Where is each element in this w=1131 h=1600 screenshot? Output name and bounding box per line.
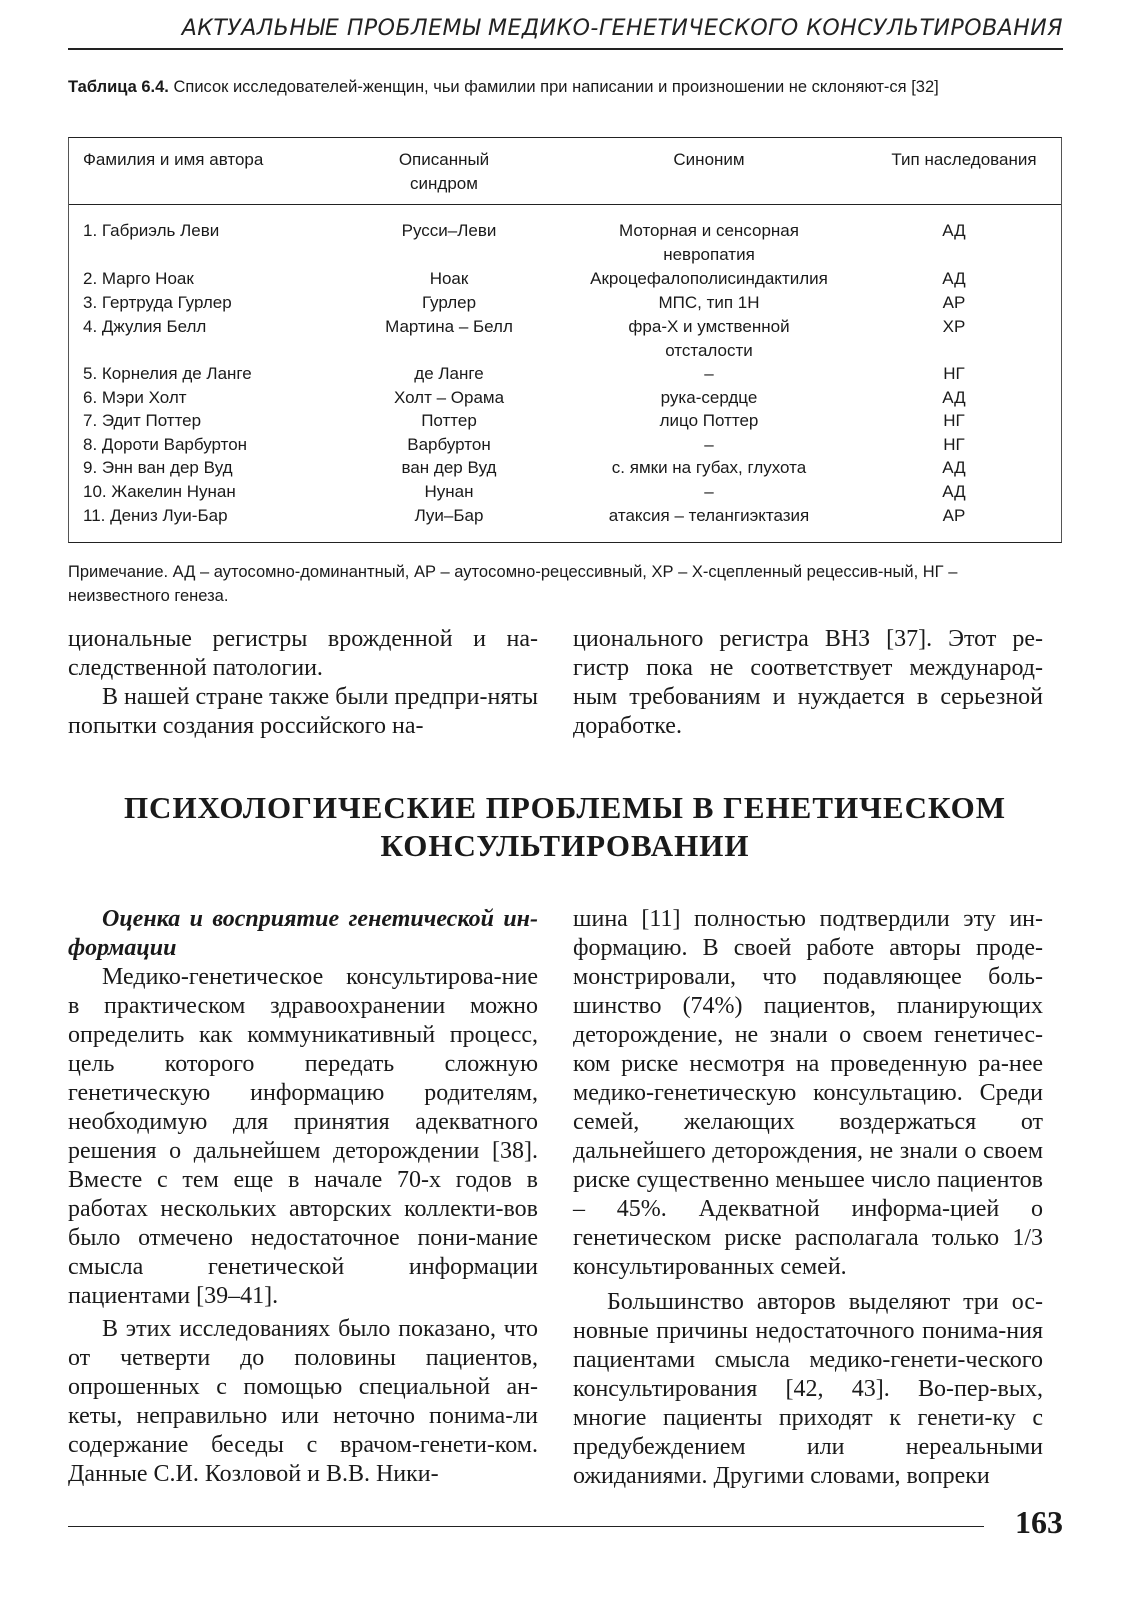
table-note: Примечание. АД – аутосомно-доминантный, АР – аутосомно-рецессивный, ХР – Х-сцепленный рецессив-ный, НГ – неизвестного генеза.	[68, 563, 958, 605]
table-cell-inheritance: АР	[942, 506, 966, 525]
table-cell-author: 9. Энн ван дер Вуд	[83, 458, 233, 477]
table-cell-author: 7. Эдит Поттер	[83, 411, 202, 430]
table-cell-synonym: Акроцефалополисиндактилия	[590, 269, 828, 288]
table-cell-author: 6. Мэри Холт	[83, 388, 187, 407]
table-cell-author: 1. Габриэль Леви	[83, 221, 220, 240]
table-cell-inheritance: НГ	[943, 411, 965, 430]
running-head	[68, 14, 1063, 50]
section-title-line: КОНСУЛЬТИРОВАНИИ	[380, 828, 750, 863]
running-title: АКТУАЛЬНЫЕ ПРОБЛЕМЫ МЕДИКО-ГЕНЕТИЧЕСКОГО КОНСУЛЬТИРОВАНИЯ	[181, 16, 1063, 41]
table-cell-synonym: –	[704, 482, 714, 501]
table-header-author: Фамилия и имя автора	[83, 150, 264, 169]
table-cell-author: 10. Жакелин Нунан	[83, 482, 236, 501]
table-cell-author: 2. Марго Ноак	[83, 269, 194, 288]
table-cell-inheritance: АД	[942, 458, 966, 477]
paragraph: В этих исследованиях было показано, что от четверти до половины пациентов, опрошенных с помощью специальной ан-кеты, неправильно или неточно понима-ли содержание беседы с врачом-генети-ком. Данные С.И. Козловой и В.В. Ники-	[68, 1316, 538, 1487]
top-left-column	[68, 625, 538, 741]
table-cell-author: 3. Гертруда Гурлер	[83, 293, 232, 312]
table-cell-inheritance: НГ	[943, 435, 965, 454]
table-cell-synonym: фра-Х и умственной отсталости	[628, 317, 790, 360]
table-cell-inheritance: АД	[942, 482, 966, 501]
table-cell-syndrome: Варбуртон	[407, 435, 491, 454]
table-cell-inheritance: ХР	[942, 317, 966, 336]
paragraph: Медико-генетическое консультирова-ние в практическом здравоохранении можно определить как коммуникативный процесс, цель которого передать сложную генетическую информацию родителям, необходимую для принятия адекватного решения о дальнейшем деторождении [38]. Вместе с тем еще в начале 70-х годов в работах нескольких авторских коллекти-вов было отмечено недостаточное пони-мание смысла генетической информации пациентами [39–41].	[68, 964, 538, 1309]
table-cell-author: 4. Джулия Белл	[83, 317, 207, 336]
top-right-column	[573, 625, 1043, 741]
table-caption-label: Таблица 6.4.	[68, 78, 169, 96]
table-cell-author: 11. Дениз Луи-Бар	[83, 506, 228, 525]
paragraph: Большинство авторов выделяют три ос-новные причины недостаточного понима-ния пациентами смысла медико-генети-ческого консультирования [42, 43]. Во-пер-вых, многие пациенты приходят к генети-ку с предубеждением или нереальными ожиданиями. Другими словами, вопреки	[573, 1289, 1043, 1489]
table-cell-synonym: Моторная и сенсорная невропатия	[619, 221, 799, 264]
table-cell-synonym: –	[704, 364, 714, 383]
section-title	[68, 789, 1062, 865]
table-cell-syndrome: Поттер	[421, 411, 477, 430]
table-cell-synonym: МПС, тип 1Н	[658, 293, 760, 312]
table-cell-inheritance: АР	[942, 293, 966, 312]
footer-rule	[68, 1526, 984, 1527]
table-cell-syndrome: Холт – Орама	[393, 388, 505, 407]
table-cell-syndrome: Нунан	[424, 482, 474, 501]
table-cell-author: 5. Корнелия де Ланге	[83, 364, 252, 383]
syndrome-table	[68, 137, 1062, 543]
table-header-inheritance: Тип наследования	[891, 150, 1037, 169]
table-cell-syndrome: де Ланге	[414, 364, 484, 383]
table-header-divider	[69, 204, 1061, 205]
table-cell-syndrome: ван дер Вуд	[401, 458, 497, 477]
table-cell-inheritance: АД	[942, 388, 966, 407]
table-cell-inheritance: АД	[942, 221, 966, 240]
table-cell-syndrome: Луи–Бар	[414, 506, 484, 525]
table-cell-syndrome: Ноак	[429, 269, 469, 288]
paragraph: шина [11] полностью подтвердили эту ин-формацию. В своей работе авторы проде-монстрировали, что подавляющее боль-шинство (74%) пациентов, планирующих деторождение, не знали о своем генетичес-ком риске несмотря на проведенную ра-нее медико-генетическую консультацию. Среди семей, желающих воздержаться от дальнейшего деторождения, не знали о своем риске существенно меньшее число пациентов – 45%. Адекватной информа-цией о генетическом риске располагала только 1/3 консультированных семей.	[573, 906, 1043, 1280]
table-cell-synonym: –	[704, 435, 714, 454]
table-cell-synonym: атаксия – телангиэктазия	[608, 506, 810, 525]
table-caption	[68, 76, 1062, 99]
paragraph: циональные регистры врожденной и на-следственной патологии.	[68, 626, 538, 681]
paragraph: В нашей стране также были предпри-няты попытки создания российского на-	[68, 684, 538, 739]
table-cell-syndrome: Русси–Леви	[401, 221, 497, 240]
page-number: 163	[1015, 1504, 1063, 1540]
table-cell-synonym: рука-сердце	[660, 388, 758, 407]
section-title-line: ПСИХОЛОГИЧЕСКИЕ ПРОБЛЕМЫ В ГЕНЕТИЧЕСКОМ	[123, 790, 1007, 825]
table-caption-text: Список исследователей-женщин, чьи фамилии при написании и произношении не склоняют-ся [32]	[168, 78, 939, 96]
table-header-synonym: Синоним	[673, 150, 745, 169]
table-cell-inheritance: АД	[942, 269, 966, 288]
body-right-column	[573, 905, 1043, 1491]
subheading: Оценка и восприятие генетической ин-формации	[68, 906, 538, 961]
table-cell-syndrome: Мартина – Белл	[385, 317, 513, 336]
table-cell-synonym: лицо Поттер	[659, 411, 759, 430]
table-cell-inheritance: НГ	[943, 364, 965, 383]
table-cell-author: 8. Дороти Варбуртон	[83, 435, 248, 454]
table-header-syndrome: Описанный синдром	[398, 150, 490, 193]
table-cell-synonym: с. ямки на губах, глухота	[611, 458, 807, 477]
paragraph: ционального регистра ВНЗ [37]. Этот ре-гистр пока не соответствует международ-ным требованиям и нуждается в серьезной доработке.	[573, 626, 1043, 739]
body-left-column	[68, 905, 538, 1489]
table-cell-syndrome: Гурлер	[421, 293, 477, 312]
